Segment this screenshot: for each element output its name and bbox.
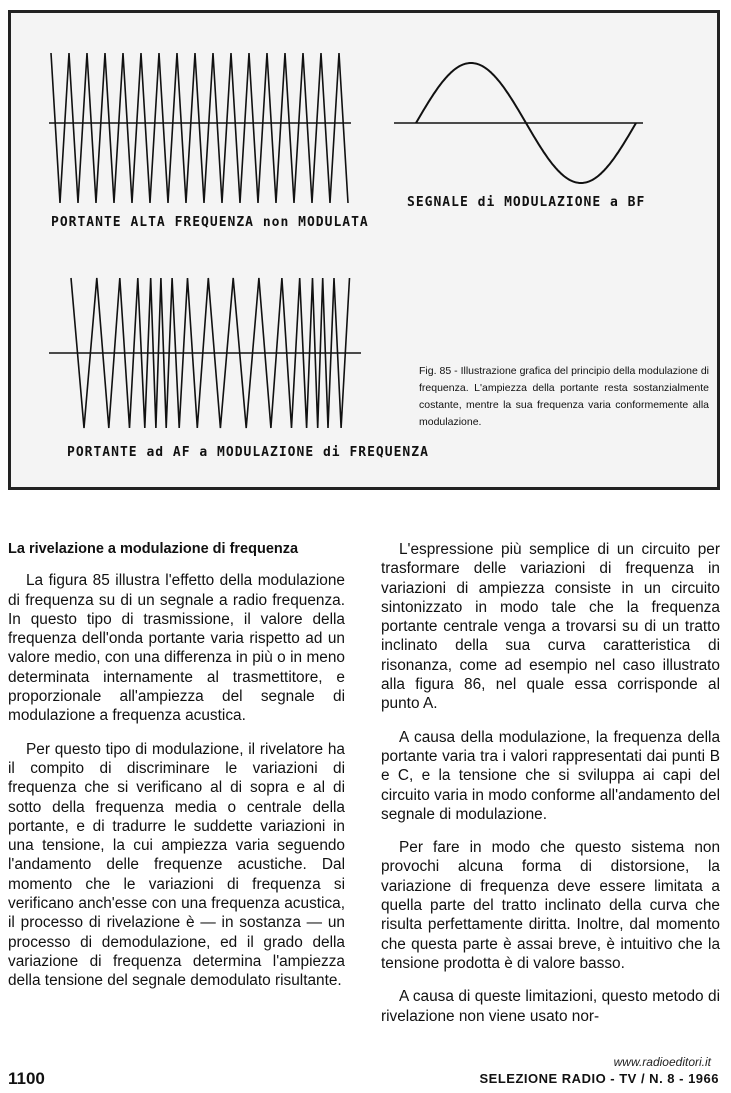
figure-caption: Fig. 85 - Illustrazione grafica del principio della modulazione di frequenza. L'ampiezza della portante resta sostanzialmente costante, mentre la sua frequenza varia conformemente alla modulazione. <box>419 365 709 428</box>
fm-label: PORTANTE ad AF a MODULAZIONE di FREQUENZA <box>67 445 429 460</box>
magazine-footer: SELEZIONE RADIO - TV / N. 8 - 1966 <box>479 1071 719 1086</box>
modulation-label: SEGNALE di MODULAZIONE a BF <box>407 195 646 210</box>
article-heading: La rivelazione a modulazione di frequenza <box>8 541 299 557</box>
paragraph: Per fare in modo che questo sistema non provochi alcuna forma di distorsione, la variazione di frequenza deve essere limitata a quella parte del tratto inclinato della curva che risulta perfettamente diritta. Inoltre, dal momento che questa parte è assai breve, è intuitivo che la tensione prodotta è di valore basso. <box>381 839 720 972</box>
watermark: www.radioeditori.it <box>613 1055 711 1069</box>
paragraph: L'espressione più semplice di un circuito per trasformare delle variazioni di frequenza in variazioni di ampiezza consiste in un circuito sintonizzato in modo tale che la frequenza portante centrale venga a trovarsi su di un tratto inclinato della sua curva caratteristica di risonanza, come ad esempio nel caso illustrato alla figura 86, nel quale essa corrisponde al punto A. <box>381 541 720 713</box>
page-number: 1100 <box>8 1069 45 1088</box>
figure-85 <box>8 10 720 490</box>
paragraph: A causa della modulazione, la frequenza della portante varia tra i valori rappresentati dai punti B e C, e la tensione che si sviluppa ai capi del circuito varia in modo conforme all'andamento del segnale di modulazione. <box>381 728 720 823</box>
paragraph: A causa di queste limitazioni, questo metodo di rivelazione non viene usato nor- <box>381 988 720 1025</box>
carrier-label: PORTANTE ALTA FREQUENZA non MODULATA <box>51 215 369 230</box>
article-left-column <box>8 540 345 991</box>
paragraph: La figura 85 illustra l'effetto della modulazione di frequenza su di un segnale a radio frequenza. In questo tipo di trasmissione, il valore della frequenza dell'onda portante varia rispetto ad un valore medio, con una differenza in più o in meno determinata internamente al trasmettitore, e proporzionale all'ampiezza del segnale di modulazione a frequenza acustica. <box>8 572 345 725</box>
article-right-column <box>381 540 720 1026</box>
unmodulated-carrier-wave <box>51 53 348 203</box>
paragraph: Per questo tipo di modulazione, il rivelatore ha il compito di discriminare le variazioni di frequenza che si verificano al di sopra e al di sotto della frequenza media o centrale della portante, e di tradurre le suddette variazioni in una tensione, la cui ampiezza varia seguendo l'andamento delle frequenze acustiche. Dal momento che le variazioni di frequenza si verificano anch'esse con una frequenza acustica, il processo di rivelazione è — in sostanza — un processo di demodulazione, ed il grado della variazione di frequenza determina l'ampiezza della tensione del segnale demodulato risultante. <box>8 740 345 990</box>
